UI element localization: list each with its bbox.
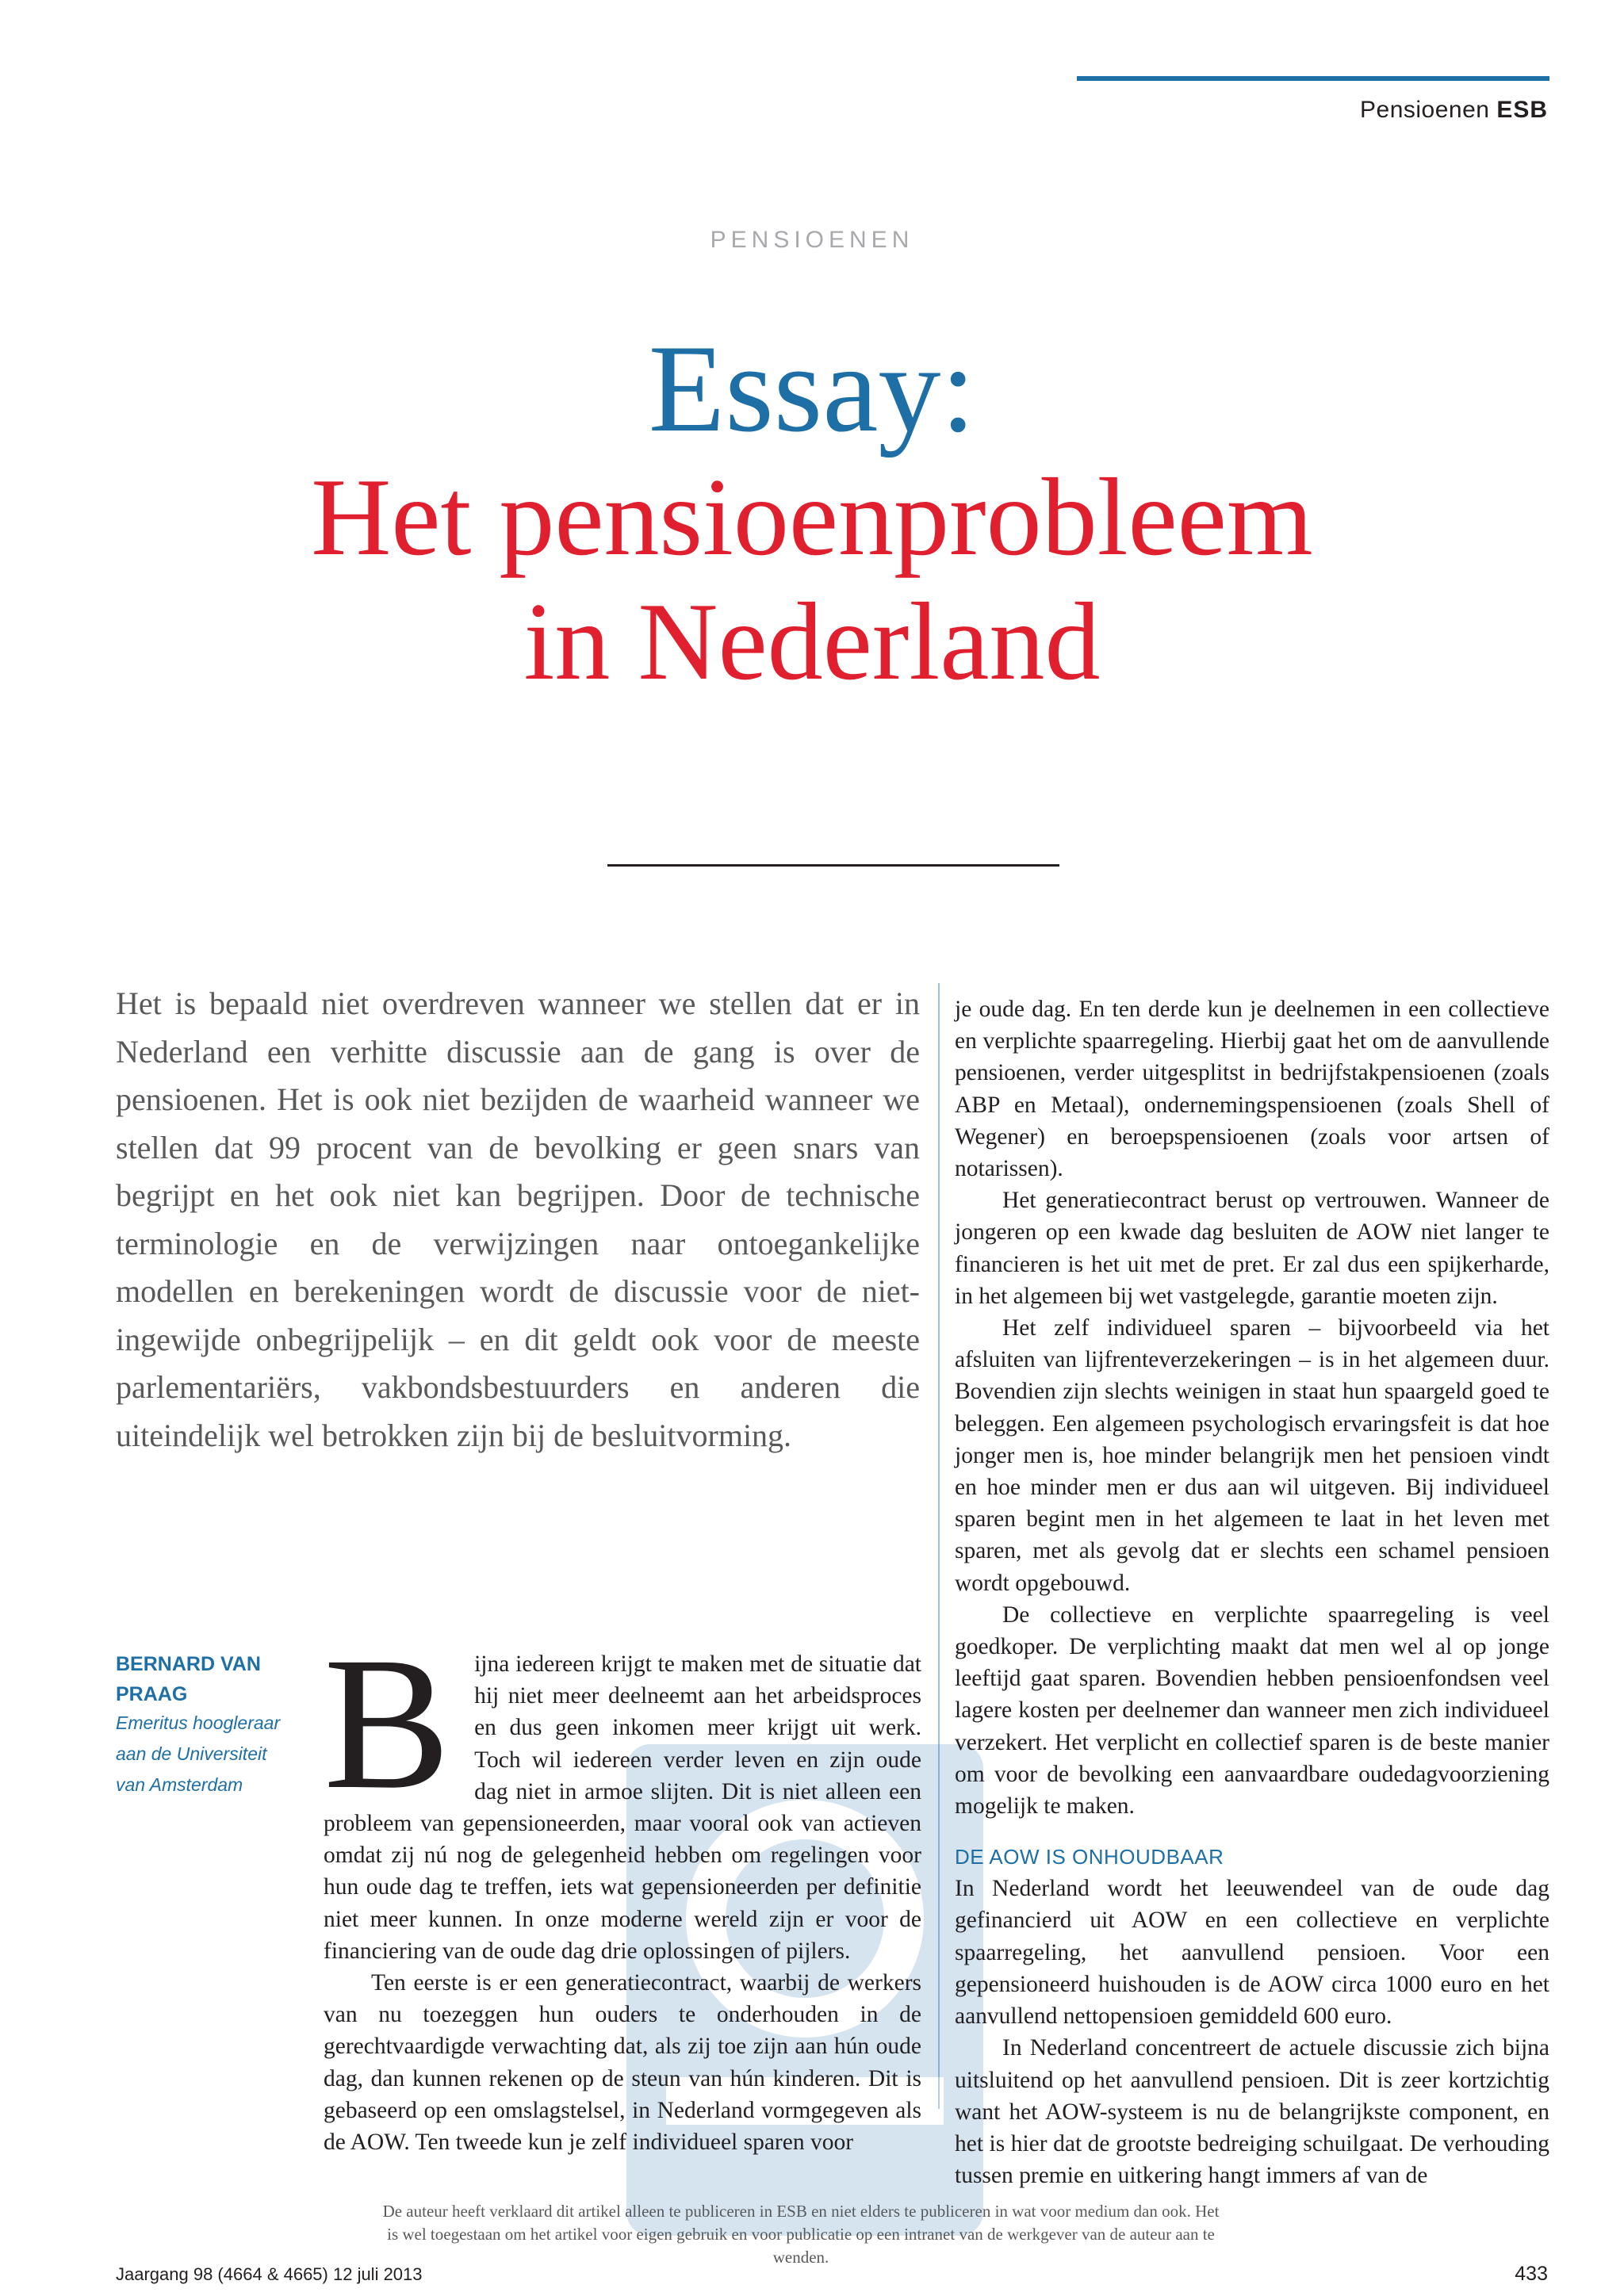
body-paragraph: je oude dag. En ten derde kun je deelnemen in een collectieve en verplichte spaarregeling. Hierbij gaat het om de aanvullende pensioenen, verder uitgesplitst in bedrijfstakpensioenen (zoals ABP en Metaal), ondernemingspensioenen (zoals Shell of Wegener) en beroepspensioenen (zoals voor artsen of notarissen). [955, 997, 1549, 1182]
section-label: PENSIOENEN [710, 227, 914, 253]
header-rule [1077, 76, 1549, 81]
drop-cap: B [324, 1617, 451, 1828]
lead-paragraph: Het is bepaald niet overdreven wanneer we stellen dat er in Nederland een verhitte discussie aan de gang is over de pensioenen. Het is ook niet bezijden de waarheid wanneer we stellen dat 99 procent van de bevolking er geen snars van begrijpt en het ook niet kan begrijpen. Door de technische terminologie en de verwijzingen naar ontoegankelijke modellen en berekeningen wordt de discussie voor de niet-ingewijde onbegrijpelijk – en dit geldt ook voor de meeste parlementariërs, vakbondsbestuurders en anderen die uiteindelijk wel betrokken zijn bij de besluitvorming. [116, 985, 920, 1453]
body-column-left [324, 1617, 921, 2158]
title-kicker: Essay: [648, 320, 976, 458]
body-column-right [955, 993, 1549, 2191]
article-title [0, 320, 1624, 709]
title-line-1: Het pensioenprobleem [311, 456, 1313, 580]
section-subheading: DE AOW IS ONHOUDBAAR [955, 1845, 1224, 1869]
copyright-note: De auteur heeft verklaard dit artikel alleen te publiceren in ESB en niet elders te publiceren in wat voor medium dan ook. Het is wel toegestaan om het artikel voor eigen gebruik en voor publicatie op een intranet van de werkgever van de auteur aan te wenden. [382, 2202, 1220, 2267]
body-paragraph: ijna iedereen krijgt te maken met de situatie dat hij niet meer deelneemt aan het arbeidsproces en dus geen inkomen meer krijgt uit werk. Toch wil iedereen verder leven en zijn oude dag niet in armoe slijten. Dit is niet alleen een probleem van gepensioneerden, maar vooral ook van actieven omdat zij nú nog de gelegenheid hebben om regelingen voor hun oude dag te treffen, iets wat gepensioneerden per definitie niet meer kunnen. In onze moderne wereld zijn er voor de financiering van de oude dag drie oplossingen of pijlers. [324, 1651, 921, 1964]
page-number: 433 [1515, 2263, 1548, 2285]
body-paragraph: De collectieve en verplichte spaarregeling is veel goedkoper. De verplichting maakt dat men wel al op jonge leeftijd gaat sparen. Bovendien hebben pensioenfondsen veel lagere kosten per deelnemer dan wanneer men zich individueel verzekert. Het verplicht en collectief sparen is de beste manier om voor de bevolking een aanvaardbare oudedagvoorziening mogelijk te maken. [955, 1601, 1549, 1820]
body-paragraph: In Nederland concentreert de actuele discussie zich bijna uitsluitend op het aanvullend pensioen. Dit is zeer kortzichtig want het AOW-systeem is nu de belangrijkste component, en het is hier dat de grootste bedreiging schuilgaat. De verhouding tussen premie en uitkering hangt immers af van de [955, 2035, 1549, 2189]
body-paragraph: Het generatiecontract berust op vertrouwen. Wanneer de jongeren op een kwade dag besluiten de AOW niet langer te financieren is het uit met de pret. Er zal dus een spijkerharde, in het algemeen bij wet vastgelegde, garantie moeten zijn. [955, 1188, 1549, 1309]
body-paragraph: Het zelf individueel sparen – bijvoorbeeld via het afsluiten van lijfrenteverzekeringen – is in het algemeen duur. Bovendien zijn slechts weinigen in staat hun spaargeld goed te beleggen. Een algemeen psychologisch ervaringsfeit is dat hoe jonger men is, hoe minder belangrijk men het pensioen vindt en hoe minder men er dus aan wil uitgeven. Bij individueel sparen begint men in het algemeen te laat in het leven met sparen, met als gevolg dat er slechts een schamel pensioen wordt opgebouwd. [955, 1315, 1549, 1596]
title-divider [607, 864, 1059, 867]
author-name: BERNARD VAN PRAAG [116, 1653, 261, 1705]
column-divider [938, 983, 940, 2109]
issue-info: Jaargang 98 (4664 & 4665) 12 juli 2013 [116, 2264, 423, 2284]
author-role: Emeritus hoogleraar aan de Universiteit van Amsterdam [116, 1712, 281, 1795]
body-paragraph: Ten eerste is er een generatiecontract, waarbij de werkers van nu toezeggen hun ouders te onderhouden in de gerechtvaardigde verwachting dat, als zij toe zijn aan hún oude dag, dan kunnen rekenen op de steun van hún kinderen. Dit is gebaseerd op een omslagstelsel, in Nederland vormgegeven als de AOW. Ten tweede kun je zelf individueel sparen voor [324, 1970, 921, 2156]
title-line-2: in Nederland [523, 580, 1101, 704]
running-head [1360, 97, 1548, 124]
brand-label: ESB [1496, 97, 1548, 123]
running-title: Pensioenen [1360, 97, 1490, 123]
body-paragraph: In Nederland wordt het leeuwendeel van de oude dag gefinancierd uit AOW en een collectieve en verplichte spaarregeling, het aanvullend pensioen. Voor een gepensioneerd huishouden is de AOW circa 1000 euro en het aanvullend nettopensioen gemiddeld 600 euro. [955, 1876, 1549, 2030]
